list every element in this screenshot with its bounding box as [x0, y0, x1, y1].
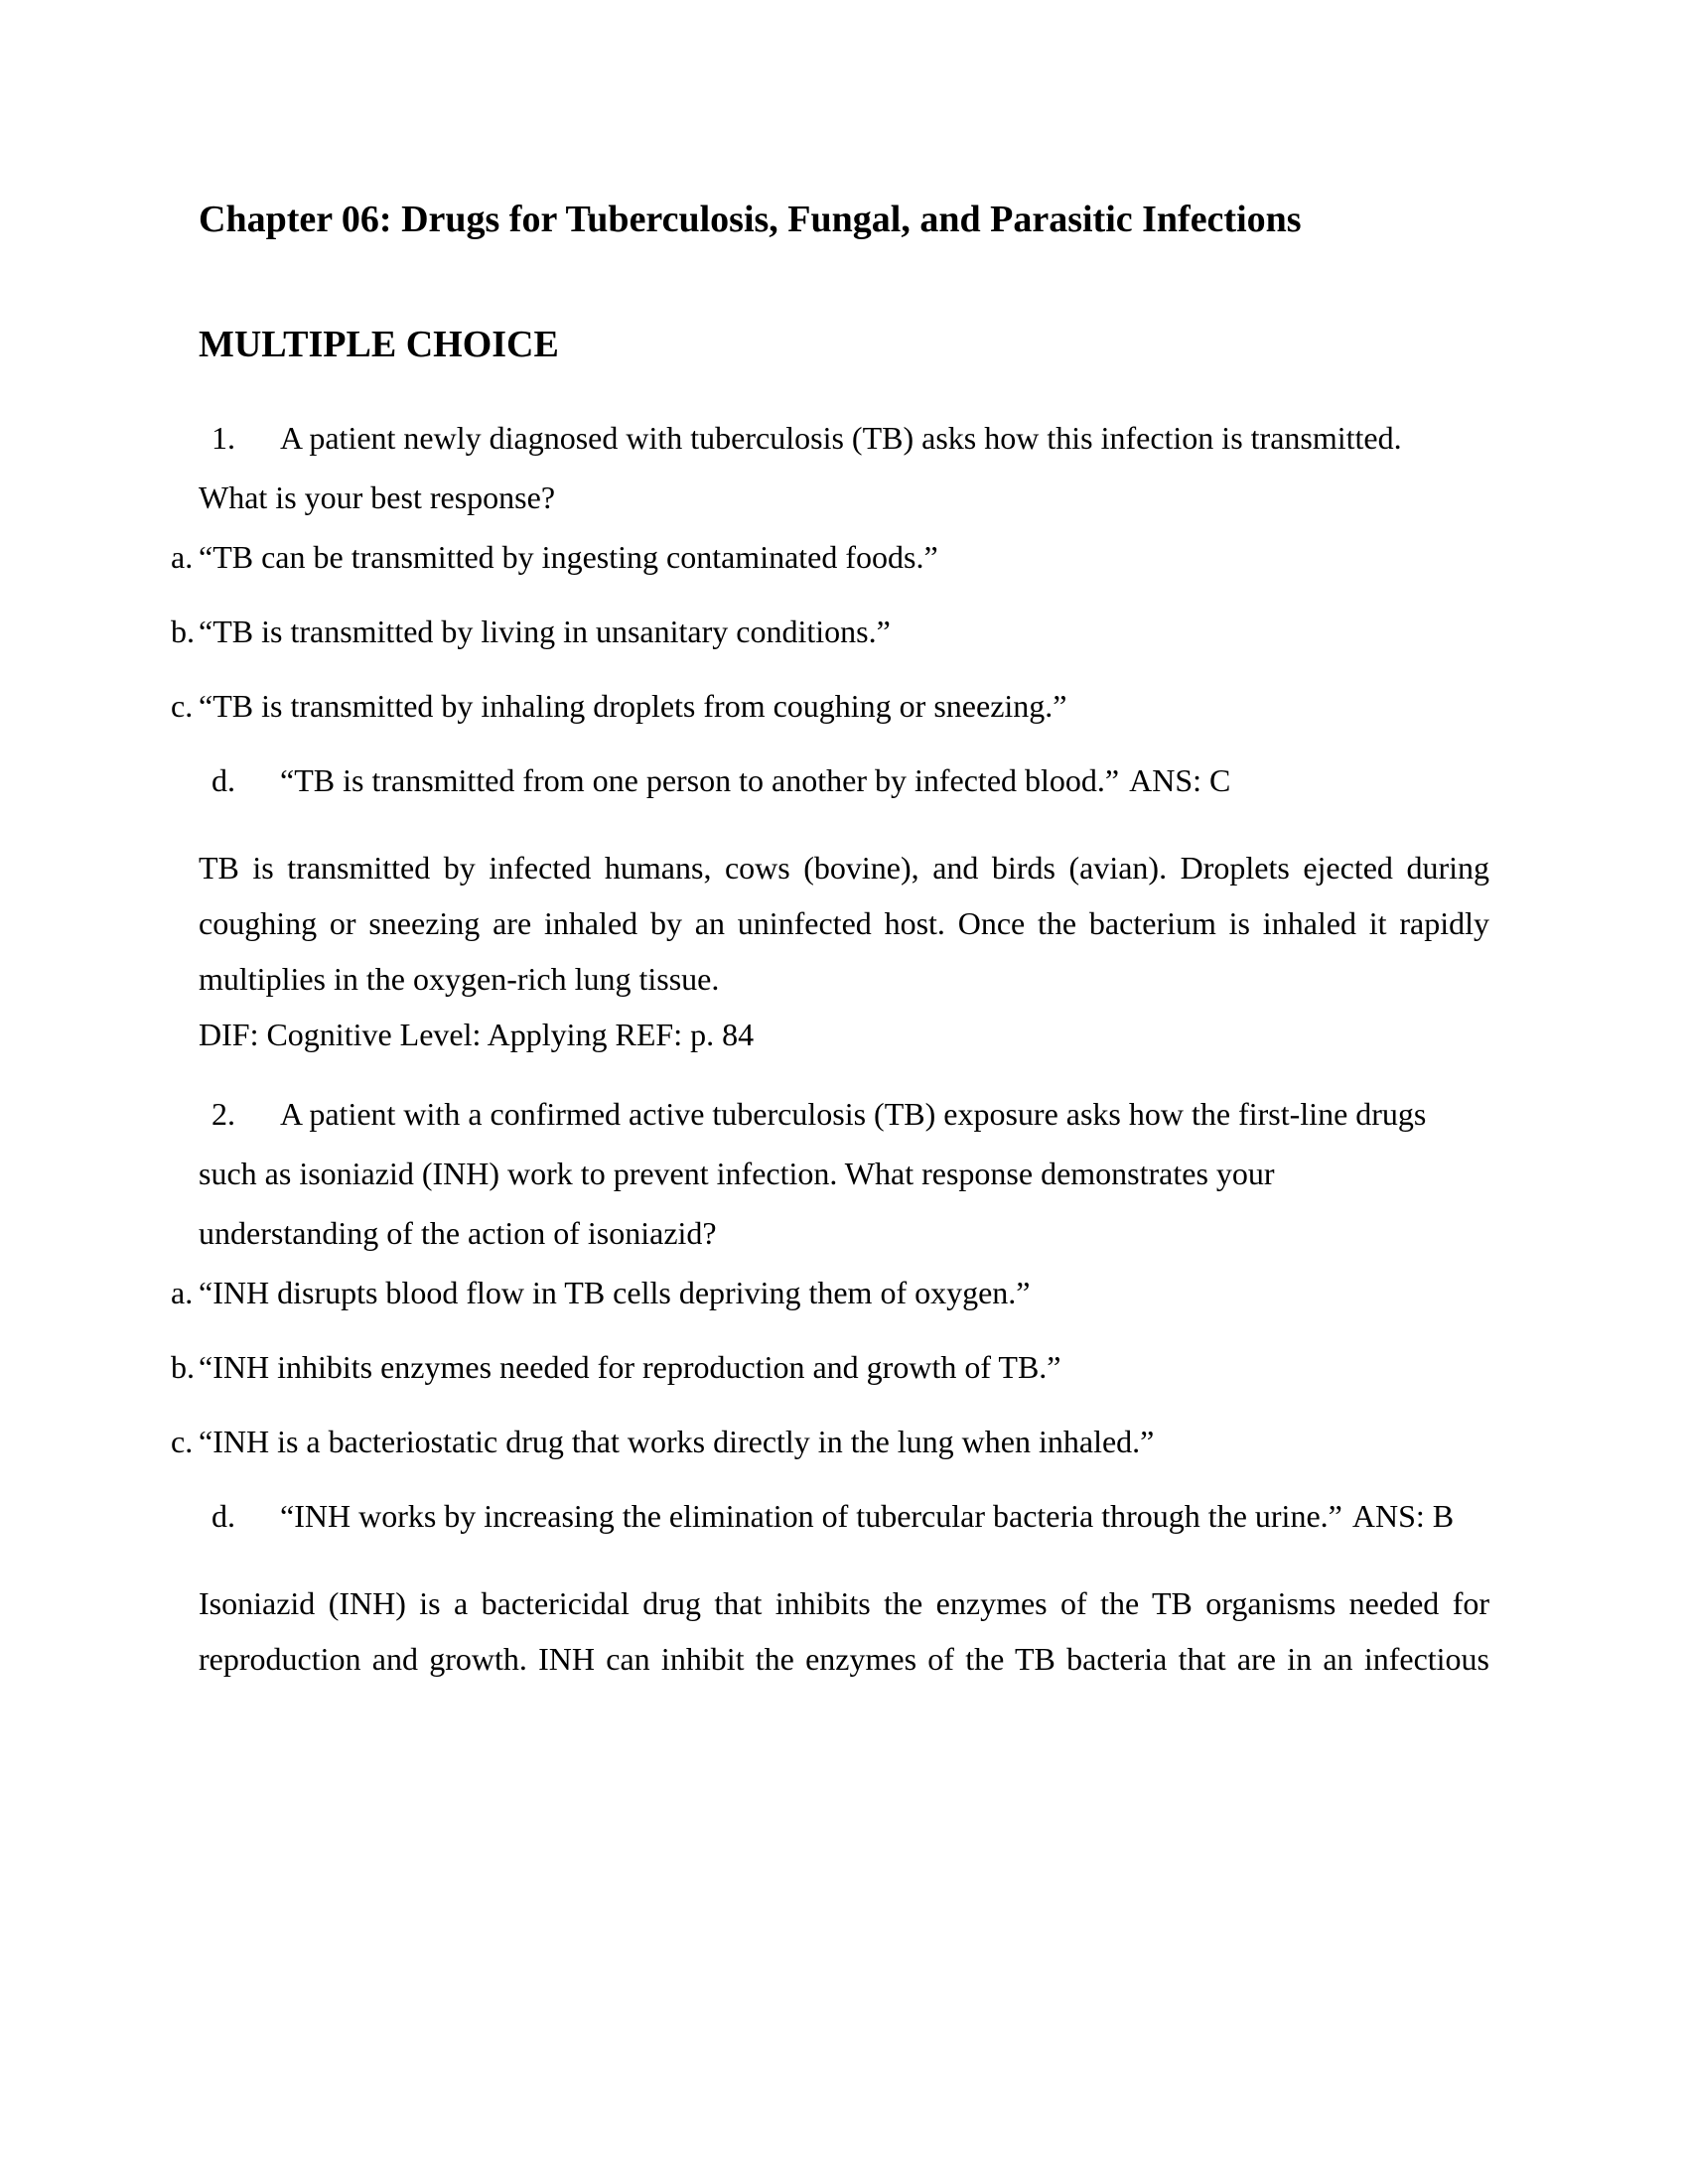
- question-2-stem-line-3: understanding of the action of isoniazid?: [199, 1215, 717, 1251]
- answer-label: ANS: B: [1351, 1498, 1455, 1534]
- option-text-a: “TB can be transmitted by ingesting contaminated foods.”: [199, 539, 938, 575]
- answer-label: ANS: C: [1129, 762, 1231, 798]
- rationale-line: reproduction and growth. INH can inhibit the enzymes of the TB bacteria that are in an infectious: [199, 1641, 1489, 1677]
- question-1-rationale: [199, 840, 1489, 1062]
- option-row-a: [171, 527, 1489, 587]
- question-2-stem-line-2: such as isoniazid (INH) work to prevent infection. What response demonstrates your: [199, 1156, 1275, 1191]
- option-row-c: [171, 1412, 1489, 1471]
- option-text-d: “INH works by increasing the elimination of tubercular bacteria through the urine.”: [280, 1498, 1342, 1534]
- question-1-stem-line-2: What is your best response?: [199, 479, 556, 515]
- option-letter-b: b.: [171, 614, 195, 649]
- question-2-options: [171, 1263, 1489, 1546]
- question-1: [171, 408, 1489, 1062]
- option-row-b: [171, 602, 1489, 661]
- option-text-a: “INH disrupts blood flow in TB cells depriving them of oxygen.”: [199, 1275, 1031, 1310]
- question-2-stem-text: A patient with a confirmed active tuberculosis (TB) exposure asks how the first-line drugs: [280, 1096, 1427, 1132]
- section-heading: MULTIPLE CHOICE: [199, 324, 559, 365]
- option-text-b: “TB is transmitted by living in unsanitary conditions.”: [199, 614, 891, 649]
- page-title: Chapter 06: Drugs for Tuberculosis, Fungal, and Parasitic Infections: [199, 199, 1302, 240]
- option-letter-d: d.: [211, 1498, 235, 1534]
- rationale-line: multiplies in the oxygen-rich lung tissue.: [199, 961, 720, 997]
- question-1-options: [171, 527, 1489, 810]
- question-2: [171, 1084, 1489, 1687]
- rationale-line: Isoniazid (INH) is a bactericidal drug that inhibits the enzymes of the TB organisms needed for: [199, 1585, 1489, 1621]
- question-1-number: 1.: [211, 420, 235, 456]
- option-text-d: “TB is transmitted from one person to another by infected blood.”: [280, 762, 1120, 798]
- question-1-stem-line-1: [199, 408, 1489, 468]
- option-letter-a: a.: [171, 1275, 194, 1310]
- option-letter-c: c.: [171, 688, 194, 724]
- option-row-b: [171, 1337, 1489, 1397]
- option-row-a: [171, 1263, 1489, 1322]
- question-2-number: 2.: [211, 1096, 235, 1132]
- option-text-c: “INH is a bacteriostatic drug that works directly in the lung when inhaled.”: [199, 1424, 1155, 1459]
- option-row-d: [199, 1486, 1489, 1546]
- option-text-c: “TB is transmitted by inhaling droplets from coughing or sneezing.”: [199, 688, 1067, 724]
- option-row-d: [199, 751, 1489, 810]
- option-letter-c: c.: [171, 1424, 194, 1459]
- option-letter-b: b.: [171, 1349, 195, 1385]
- option-row-c: [171, 676, 1489, 736]
- question-1-stem-text: A patient newly diagnosed with tuberculosis (TB) asks how this infection is transmitted.: [280, 420, 1402, 456]
- option-letter-a: a.: [171, 539, 194, 575]
- question-2-stem-line-1: [199, 1084, 1489, 1144]
- option-letter-d: d.: [211, 762, 235, 798]
- rationale-line: coughing or sneezing are inhaled by an uninfected host. Once the bacterium is inhaled it rapidly: [199, 905, 1489, 941]
- rationale-line: TB is transmitted by infected humans, cows (bovine), and birds (avian). Droplets ejected during: [199, 850, 1489, 886]
- reference-line: DIF: Cognitive Level: Applying REF: p. 84: [199, 1017, 755, 1052]
- option-text-b: “INH inhibits enzymes needed for reproduction and growth of TB.”: [199, 1349, 1061, 1385]
- question-2-rationale: [199, 1575, 1489, 1687]
- page-content: [171, 0, 1489, 1687]
